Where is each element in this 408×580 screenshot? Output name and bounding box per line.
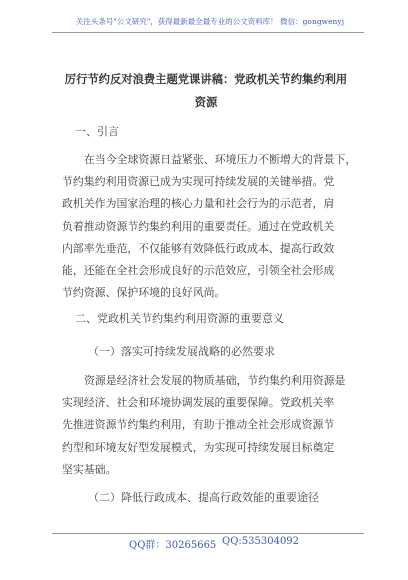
subsection-heading-administrative-cost: （二）降低行政成本、提高行政效能的重要途径 — [88, 491, 319, 504]
paragraph-line: 在当今全球资源日益紧张、环境压力不断增大的背景下， — [84, 153, 357, 166]
document-title — [58, 68, 354, 114]
paragraph-line: 约型和环境友好型发展模式，为实现可持续发展目标奠定 — [62, 440, 335, 454]
header-banner: 关注头条号"公文研究"，获得最新最全最专业的公文资料库！ 微信：gongwenyj — [75, 17, 345, 26]
paragraph-introduction — [62, 149, 358, 304]
header-divider — [52, 32, 364, 33]
subsection-heading-sustainable-development: （一）落实可持续发展战略的必然要求 — [88, 345, 275, 358]
section-heading-introduction: 一、引言 — [75, 125, 119, 138]
paragraph-line: 节约集约利用资源已成为实现可持续发展的关键举措。党 — [62, 175, 335, 189]
footer-qq: QQ:535304092 — [222, 536, 300, 547]
footer-divider — [52, 533, 364, 534]
document-title-line-2: 资源 — [194, 95, 218, 109]
paragraph-sustainable-development — [62, 370, 358, 481]
paragraph-line: 实现经济、社会和环境协调发展的重要保障。党政机关率 — [62, 396, 335, 410]
paragraph-line: 节约资源、保护环境的良好风尚。 — [62, 286, 226, 300]
paragraph-line: 政机关作为国家治理的核心力量和社会行为的示范者，肩 — [62, 197, 335, 211]
paragraph-line: 能，还能在全社会形成良好的示范效应，引领全社会形成 — [62, 264, 335, 278]
footer-qq-group: QQ群：30265665 — [129, 540, 217, 551]
paragraph-line: 坚实基础。 — [62, 462, 117, 476]
paragraph-line: 资源是经济社会发展的物质基础，节约集约利用资源是 — [84, 374, 346, 387]
paragraph-line: 先推进资源节约集约利用，有助于推动全社会形成资源节 — [62, 418, 335, 432]
paragraph-line: 负着推动资源节约集约利用的重要责任。通过在党政机关 — [62, 219, 335, 233]
paragraph-line: 内部率先垂范，不仅能够有效降低行政成本、提高行政效 — [62, 241, 335, 255]
section-heading-significance: 二、党政机关节约集约利用资源的重要意义 — [75, 312, 284, 325]
document-title-line-1: 厉行节约反对浪费主题党课讲稿：党政机关节约集约利用 — [64, 72, 348, 86]
